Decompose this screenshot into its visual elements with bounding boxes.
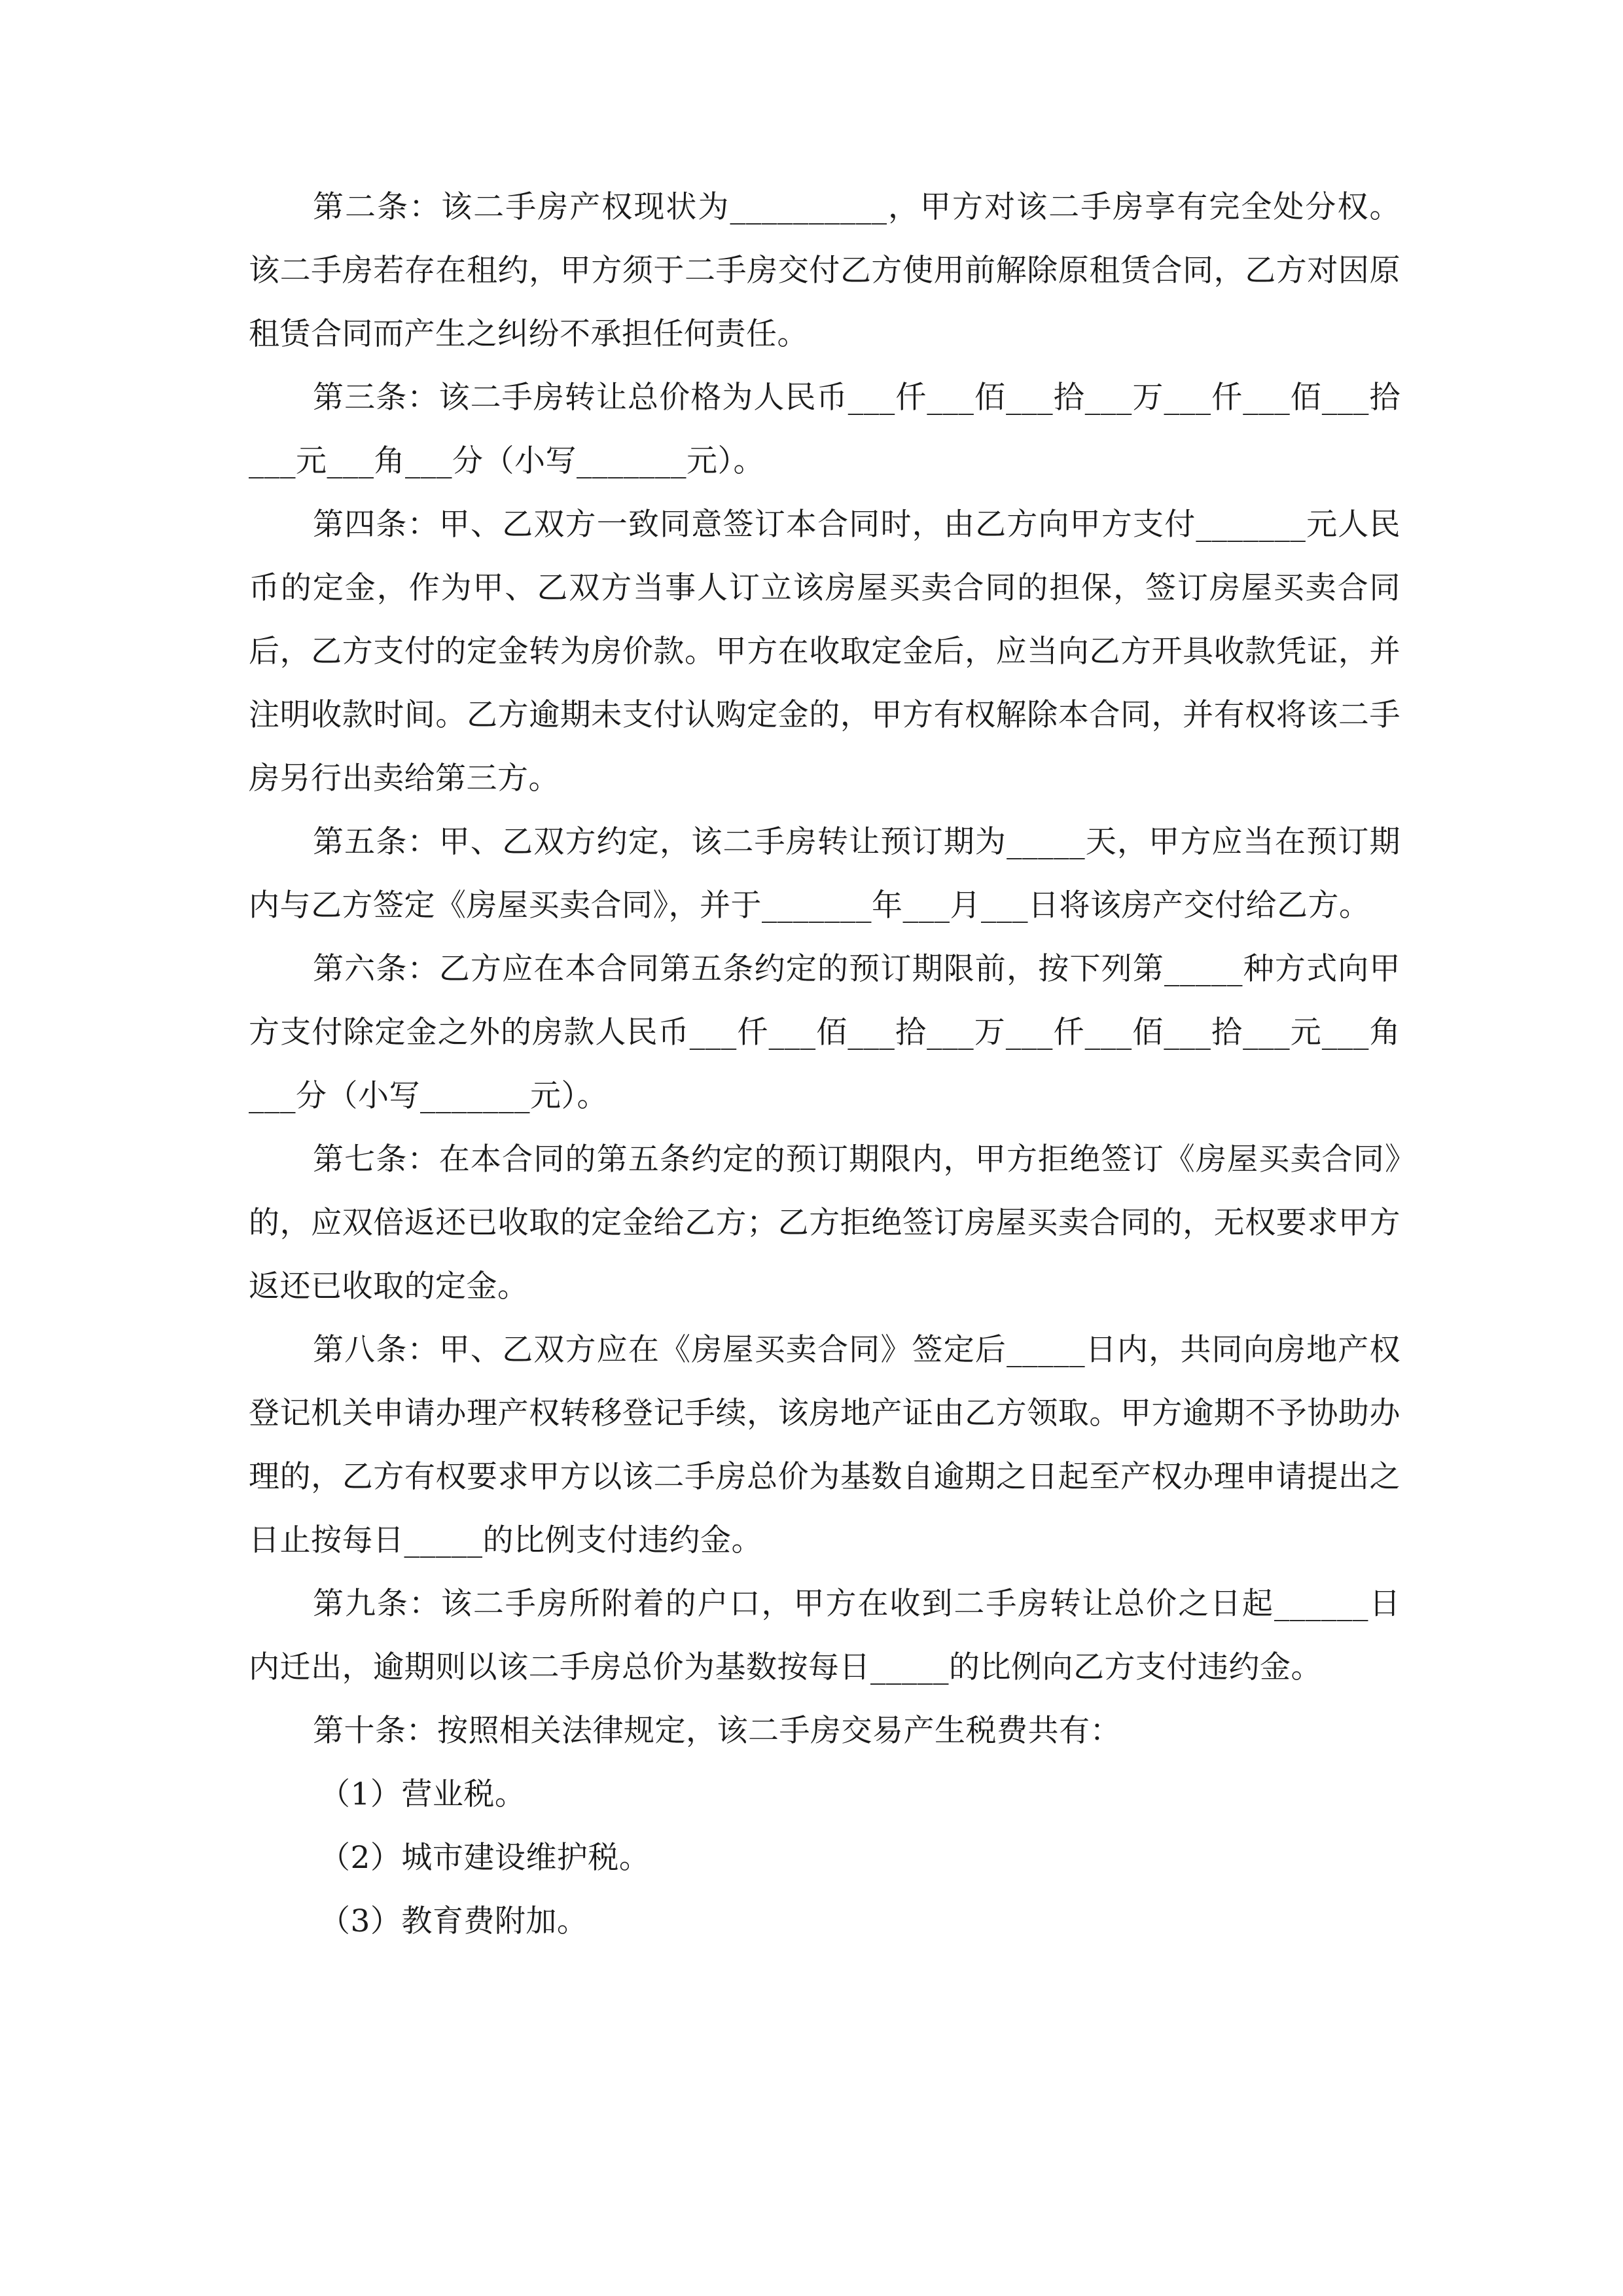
tax-item-business: （1）营业税。 [319,1776,526,1812]
clause-10: 第十条：按照相关法律规定，该二手房交易产生税费共有： [313,1713,1121,1749]
clause-4: 第四条：甲、乙双方一致同意签订本合同时，由乙方向甲方支付_______元人民币的定金，作为甲、乙双方当事人订立该房屋买卖合同的担保，签订房屋买卖合同后，乙方支付的定金转为房价款。甲方在收取定金后，应当向乙方开具收款凭证，并注明收款时间。乙方逾期未支付认购定金的，甲方有权解除本合同，并有权将该二手房另行出卖给第三方。 [249,507,1400,797]
clause-3: 第三条：该二手房转让总价格为人民币___仟___佰___拾___万___仟___佰___拾___元___角___分（小写_______元）。 [249,380,1400,479]
clause-2: 第二条：该二手房产权现状为__________，甲方对该二手房享有完全处分权。该二手房若存在租约，甲方须于二手房交付乙方使用前解除原租赁合同，乙方对因原租赁合同而产生之纠纷不承担任何责任。 [249,189,1400,352]
clause-9: 第九条：该二手房所附着的户口，甲方在收到二手房转让总价之日起______日内迁出，逾期则以该二手房总价为基数按每日_____的比例向乙方支付违约金。 [249,1586,1400,1685]
clause-7: 第七条：在本合同的第五条约定的预订期限内，甲方拒绝签订《房屋买卖合同》的，应双倍返还已收取的定金给乙方；乙方拒绝签订房屋买卖合同的，无权要求甲方返还已收取的定金。 [249,1141,1400,1304]
clause-6: 第六条：乙方应在本合同第五条约定的预订期限前，按下列第_____种方式向甲方支付除定金之外的房款人民币___仟___佰___拾___万___仟___佰___拾___元___角___分（小写_______元）。 [249,951,1400,1114]
tax-item-urban-construction: （2）城市建设维护税。 [319,1840,651,1876]
contract-body [249,175,1400,1953]
tax-item-education-surcharge: （3）教育费附加。 [319,1903,588,1939]
clause-8: 第八条：甲、乙双方应在《房屋买卖合同》签定后_____日内，共同向房地产权登记机关申请办理产权转移登记手续，该房地产证由乙方领取。甲方逾期不予协助办理的，乙方有权要求甲方以该二手房总价为基数自逾期之日起至产权办理申请提出之日止按每日_____的比例支付违约金。 [249,1332,1400,1558]
clause-5: 第五条：甲、乙双方约定，该二手房转让预订期为_____天，甲方应当在预订期内与乙方签定《房屋买卖合同》，并于_______年___月___日将该房产交付给乙方。 [249,824,1400,924]
